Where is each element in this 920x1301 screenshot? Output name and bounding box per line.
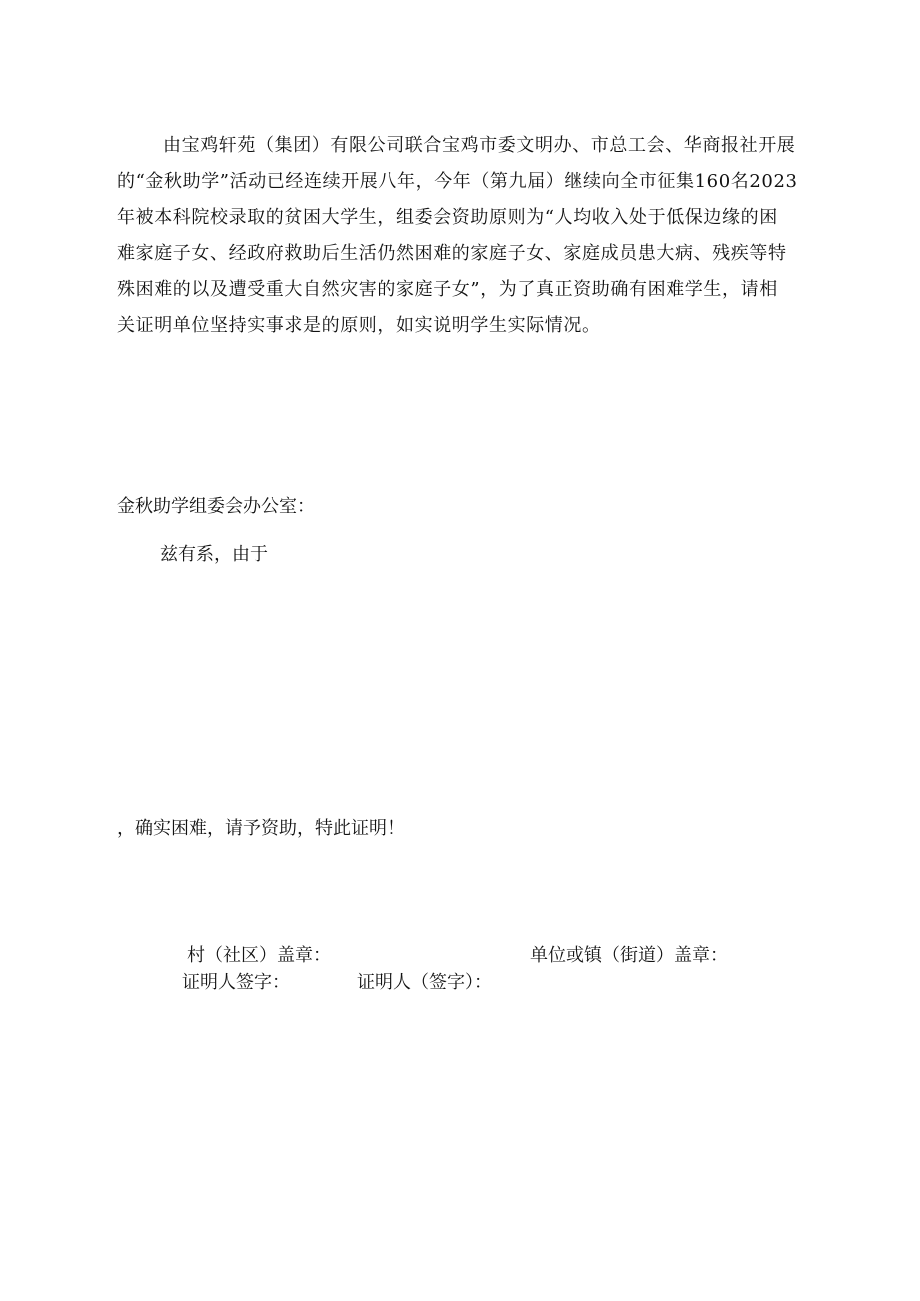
intro-line: 殊困难的以及遭受重大自然灾害的家庭子女”，为了真正资助确有困难学生，请相 bbox=[117, 279, 778, 300]
certifier-signature-label-2: 证明人（签字）： bbox=[357, 972, 492, 993]
certifier-signature-label: 证明人签字： bbox=[182, 972, 290, 993]
intro-line: 的“金秋助学”活动已经连续开展八年，今年（第九届）继续向全市征集160名2023 bbox=[117, 171, 798, 192]
letter-salutation: 金秋助学组委会办公室： bbox=[117, 496, 315, 517]
intro-line: 难家庭子女、经政府救助后生活仍然困难的家庭子女、家庭成员患大病、残疾等特 bbox=[117, 243, 787, 264]
village-stamp-label: 村（社区）盖章： bbox=[187, 945, 331, 966]
intro-paragraph bbox=[117, 128, 845, 344]
intro-line: 关证明单位坚持实事求是的原则，如实说明学生实际情况。 bbox=[117, 315, 601, 336]
letter-closing: ，确实困难，请予资助，特此证明！ bbox=[117, 818, 405, 839]
intro-line: 年被本科院校录取的贫困大学生，组委会资助原则为“人均收入处于低保边缘的困 bbox=[117, 207, 778, 228]
letter-body-start: 兹有系，由于 bbox=[160, 544, 268, 565]
intro-line: 由宝鸡轩苑（集团）有限公司联合宝鸡市委文明办、市总工会、华商报社开展 bbox=[163, 135, 796, 156]
unit-stamp-label: 单位或镇（街道）盖章： bbox=[530, 945, 728, 966]
